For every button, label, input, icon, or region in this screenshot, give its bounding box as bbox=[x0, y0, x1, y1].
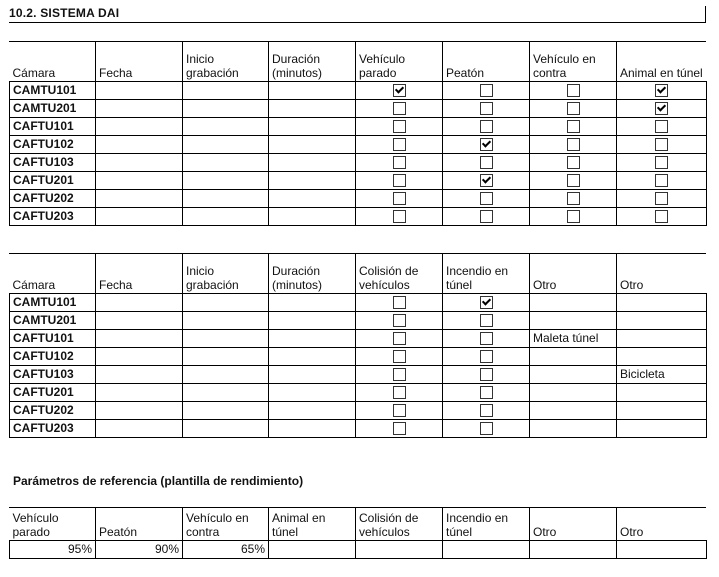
table-row bbox=[10, 99, 707, 117]
peaton-cell bbox=[443, 99, 530, 117]
inicio-grabacion-cell[interactable] bbox=[183, 347, 269, 365]
unchecked-checkbox[interactable] bbox=[480, 368, 493, 381]
vehiculo-parado-cell bbox=[356, 153, 443, 171]
colision-vehiculos-cell bbox=[356, 329, 443, 347]
camera-id: CAFTU101 bbox=[10, 329, 96, 347]
params-title: Parámetros de referencia (plantilla de rendimiento) bbox=[13, 474, 304, 488]
animal-en-tunel-cell bbox=[617, 117, 707, 135]
unchecked-checkbox[interactable] bbox=[655, 156, 668, 169]
camera-id: CAMTU201 bbox=[10, 311, 96, 329]
peaton-cell bbox=[443, 207, 530, 225]
fecha-cell[interactable] bbox=[96, 117, 183, 135]
table-row bbox=[10, 207, 707, 225]
fecha-cell[interactable] bbox=[96, 293, 183, 311]
unchecked-checkbox[interactable] bbox=[567, 174, 580, 187]
unchecked-checkbox[interactable] bbox=[480, 386, 493, 399]
camera-id: CAFTU103 bbox=[10, 153, 96, 171]
camera-id: CAFTU203 bbox=[10, 419, 96, 437]
param-header: Vehículo parado bbox=[10, 508, 96, 540]
table-row bbox=[10, 365, 707, 383]
params-table bbox=[9, 508, 707, 559]
inicio-grabacion-cell[interactable] bbox=[183, 207, 269, 225]
camera-id: CAMTU201 bbox=[10, 99, 96, 117]
duracion-cell[interactable] bbox=[269, 81, 356, 99]
header-inicio-grabacion: Inicio grabación bbox=[183, 254, 269, 293]
unchecked-checkbox[interactable] bbox=[480, 120, 493, 133]
colision-vehiculos-cell bbox=[356, 293, 443, 311]
checked-checkbox[interactable] bbox=[480, 174, 493, 187]
camera-id: CAFTU102 bbox=[10, 135, 96, 153]
unchecked-checkbox[interactable] bbox=[393, 332, 406, 345]
animal-en-tunel-cell bbox=[617, 99, 707, 117]
otro-1-cell[interactable]: Maleta túnel bbox=[530, 329, 617, 347]
unchecked-checkbox[interactable] bbox=[480, 404, 493, 417]
unchecked-checkbox[interactable] bbox=[480, 422, 493, 435]
fecha-cell[interactable] bbox=[96, 401, 183, 419]
title-underline bbox=[9, 22, 706, 23]
table-row bbox=[10, 347, 707, 365]
header-camara: Cámara bbox=[10, 254, 96, 293]
unchecked-checkbox[interactable] bbox=[567, 156, 580, 169]
table-row bbox=[10, 401, 707, 419]
param-value-cell[interactable]: 90% bbox=[96, 540, 183, 558]
inicio-grabacion-cell[interactable] bbox=[183, 293, 269, 311]
otro-1-cell[interactable] bbox=[530, 419, 617, 437]
camera-id: CAFTU101 bbox=[10, 117, 96, 135]
duracion-cell[interactable] bbox=[269, 329, 356, 347]
duracion-cell[interactable] bbox=[269, 293, 356, 311]
vehiculo-en-contra-cell bbox=[530, 135, 617, 153]
animal-en-tunel-cell bbox=[617, 207, 707, 225]
unchecked-checkbox[interactable] bbox=[480, 102, 493, 115]
inicio-grabacion-cell[interactable] bbox=[183, 153, 269, 171]
peaton-cell bbox=[443, 171, 530, 189]
otro-2-cell[interactable] bbox=[617, 347, 707, 365]
otro-2-cell[interactable] bbox=[617, 329, 707, 347]
unchecked-checkbox[interactable] bbox=[393, 314, 406, 327]
fecha-cell[interactable] bbox=[96, 135, 183, 153]
unchecked-checkbox[interactable] bbox=[655, 120, 668, 133]
fecha-cell[interactable] bbox=[96, 419, 183, 437]
inicio-grabacion-cell[interactable] bbox=[183, 365, 269, 383]
table-row bbox=[10, 171, 707, 189]
otro-1-cell[interactable] bbox=[530, 401, 617, 419]
header-fecha: Fecha bbox=[96, 254, 183, 293]
camera-id: CAFTU201 bbox=[10, 383, 96, 401]
animal-en-tunel-cell bbox=[617, 171, 707, 189]
unchecked-checkbox[interactable] bbox=[393, 192, 406, 205]
colision-vehiculos-cell bbox=[356, 365, 443, 383]
unchecked-checkbox[interactable] bbox=[480, 332, 493, 345]
inicio-grabacion-cell[interactable] bbox=[183, 171, 269, 189]
otro-2-cell[interactable] bbox=[617, 401, 707, 419]
unchecked-checkbox[interactable] bbox=[567, 120, 580, 133]
header-incendio-en-tunel: Incendio en túnel bbox=[443, 254, 530, 293]
duracion-cell[interactable] bbox=[269, 383, 356, 401]
camera-id: CAFTU202 bbox=[10, 189, 96, 207]
table-row bbox=[10, 81, 707, 99]
param-header: Otro bbox=[620, 524, 644, 539]
duracion-cell[interactable] bbox=[269, 171, 356, 189]
otro-2-cell[interactable] bbox=[617, 311, 707, 329]
header-fecha: Fecha bbox=[96, 42, 183, 81]
otro-2-cell[interactable] bbox=[617, 293, 707, 311]
unchecked-checkbox[interactable] bbox=[480, 210, 493, 223]
vehiculo-en-contra-cell bbox=[530, 189, 617, 207]
incendio-en-tunel-cell bbox=[443, 293, 530, 311]
header-peaton: Peatón bbox=[443, 42, 530, 81]
unchecked-checkbox[interactable] bbox=[567, 84, 580, 97]
fecha-cell[interactable] bbox=[96, 81, 183, 99]
inicio-grabacion-cell[interactable] bbox=[183, 99, 269, 117]
camera-id: CAFTU201 bbox=[10, 171, 96, 189]
fecha-cell[interactable] bbox=[96, 383, 183, 401]
duracion-cell[interactable] bbox=[269, 419, 356, 437]
param-value-cell[interactable] bbox=[443, 540, 530, 558]
fecha-cell[interactable] bbox=[96, 365, 183, 383]
duracion-cell[interactable] bbox=[269, 311, 356, 329]
otro-2-cell[interactable]: Bicicleta bbox=[617, 365, 707, 383]
fecha-cell[interactable] bbox=[96, 99, 183, 117]
unchecked-checkbox[interactable] bbox=[393, 120, 406, 133]
table-row bbox=[10, 383, 707, 401]
unchecked-checkbox[interactable] bbox=[480, 350, 493, 363]
duracion-cell[interactable] bbox=[269, 117, 356, 135]
table1-header-row bbox=[10, 42, 707, 81]
fecha-cell[interactable] bbox=[96, 207, 183, 225]
section-title: 10.2. SISTEMA DAI bbox=[9, 6, 120, 20]
incendio-en-tunel-cell bbox=[443, 329, 530, 347]
peaton-cell bbox=[443, 135, 530, 153]
param-header: Incendio en túnel bbox=[443, 508, 530, 540]
vehiculo-parado-cell bbox=[356, 135, 443, 153]
otro-1-cell[interactable] bbox=[530, 293, 617, 311]
checked-checkbox[interactable] bbox=[655, 102, 668, 115]
peaton-cell bbox=[443, 117, 530, 135]
header-inicio-grabacion: Inicio grabación bbox=[183, 42, 269, 81]
header-animal-en-tunel: Animal en túnel bbox=[620, 65, 703, 80]
peaton-cell bbox=[443, 153, 530, 171]
table2-header-row bbox=[10, 254, 707, 293]
inicio-grabacion-cell[interactable] bbox=[183, 401, 269, 419]
animal-en-tunel-cell bbox=[617, 153, 707, 171]
unchecked-checkbox[interactable] bbox=[393, 296, 406, 309]
vehiculo-en-contra-cell bbox=[530, 81, 617, 99]
otro-1-cell[interactable] bbox=[530, 311, 617, 329]
unchecked-checkbox[interactable] bbox=[393, 138, 406, 151]
fecha-cell[interactable] bbox=[96, 311, 183, 329]
animal-en-tunel-cell bbox=[617, 81, 707, 99]
animal-en-tunel-cell bbox=[617, 135, 707, 153]
param-header: Vehículo en contra bbox=[183, 508, 269, 540]
table2-camera-detections bbox=[9, 254, 707, 438]
unchecked-checkbox[interactable] bbox=[393, 404, 406, 417]
unchecked-checkbox[interactable] bbox=[567, 210, 580, 223]
duracion-cell[interactable] bbox=[269, 99, 356, 117]
unchecked-checkbox[interactable] bbox=[393, 210, 406, 223]
incendio-en-tunel-cell bbox=[443, 365, 530, 383]
fecha-cell[interactable] bbox=[96, 189, 183, 207]
checked-checkbox[interactable] bbox=[480, 138, 493, 151]
table-row bbox=[10, 311, 707, 329]
colision-vehiculos-cell bbox=[356, 311, 443, 329]
header-otro-2: Otro bbox=[620, 277, 644, 292]
header-duracion: Duración (minutos) bbox=[269, 254, 356, 293]
duracion-cell[interactable] bbox=[269, 347, 356, 365]
param-header: Animal en túnel bbox=[269, 508, 356, 540]
otro-1-cell[interactable] bbox=[530, 383, 617, 401]
inicio-grabacion-cell[interactable] bbox=[183, 135, 269, 153]
unchecked-checkbox[interactable] bbox=[567, 192, 580, 205]
unchecked-checkbox[interactable] bbox=[567, 138, 580, 151]
title-right-edge bbox=[705, 6, 706, 23]
colision-vehiculos-cell bbox=[356, 401, 443, 419]
camera-id: CAFTU103 bbox=[10, 365, 96, 383]
param-header: Otro bbox=[530, 508, 617, 540]
unchecked-checkbox[interactable] bbox=[655, 192, 668, 205]
inicio-grabacion-cell[interactable] bbox=[183, 329, 269, 347]
vehiculo-parado-cell bbox=[356, 207, 443, 225]
table-row bbox=[10, 419, 707, 437]
vehiculo-en-contra-cell bbox=[530, 153, 617, 171]
param-value-cell[interactable] bbox=[269, 540, 356, 558]
unchecked-checkbox[interactable] bbox=[393, 350, 406, 363]
vehiculo-parado-cell bbox=[356, 171, 443, 189]
incendio-en-tunel-cell bbox=[443, 383, 530, 401]
header-duracion: Duración (minutos) bbox=[269, 42, 356, 81]
unchecked-checkbox[interactable] bbox=[393, 368, 406, 381]
duracion-cell[interactable] bbox=[269, 153, 356, 171]
inicio-grabacion-cell[interactable] bbox=[183, 419, 269, 437]
unchecked-checkbox[interactable] bbox=[393, 386, 406, 399]
unchecked-checkbox[interactable] bbox=[655, 174, 668, 187]
unchecked-checkbox[interactable] bbox=[480, 314, 493, 327]
otro-2-cell[interactable] bbox=[617, 419, 707, 437]
vehiculo-en-contra-cell bbox=[530, 171, 617, 189]
peaton-cell bbox=[443, 189, 530, 207]
vehiculo-en-contra-cell bbox=[530, 99, 617, 117]
inicio-grabacion-cell[interactable] bbox=[183, 311, 269, 329]
inicio-grabacion-cell[interactable] bbox=[183, 117, 269, 135]
unchecked-checkbox[interactable] bbox=[393, 102, 406, 115]
unchecked-checkbox[interactable] bbox=[480, 192, 493, 205]
peaton-cell bbox=[443, 81, 530, 99]
header-otro-1: Otro bbox=[530, 254, 617, 293]
header-vehiculo-en-contra: Vehículo en contra bbox=[530, 42, 617, 81]
camera-id: CAMTU101 bbox=[10, 81, 96, 99]
incendio-en-tunel-cell bbox=[443, 311, 530, 329]
params-header-row bbox=[10, 508, 707, 540]
colision-vehiculos-cell bbox=[356, 383, 443, 401]
vehiculo-parado-cell bbox=[356, 99, 443, 117]
table-row bbox=[10, 189, 707, 207]
colision-vehiculos-cell bbox=[356, 347, 443, 365]
otro-1-cell[interactable] bbox=[530, 365, 617, 383]
vehiculo-parado-cell bbox=[356, 117, 443, 135]
camera-id: CAFTU202 bbox=[10, 401, 96, 419]
param-value-cell[interactable] bbox=[617, 540, 707, 558]
duracion-cell[interactable] bbox=[269, 189, 356, 207]
unchecked-checkbox[interactable] bbox=[393, 174, 406, 187]
vehiculo-parado-cell bbox=[356, 189, 443, 207]
colision-vehiculos-cell bbox=[356, 419, 443, 437]
table-row bbox=[10, 153, 707, 171]
param-header: Peatón bbox=[96, 508, 183, 540]
table1-camera-detections bbox=[9, 42, 707, 226]
vehiculo-en-contra-cell bbox=[530, 117, 617, 135]
table-row bbox=[10, 329, 707, 347]
fecha-cell[interactable] bbox=[96, 347, 183, 365]
checked-checkbox[interactable] bbox=[393, 84, 406, 97]
incendio-en-tunel-cell bbox=[443, 419, 530, 437]
unchecked-checkbox[interactable] bbox=[655, 210, 668, 223]
inicio-grabacion-cell[interactable] bbox=[183, 81, 269, 99]
checked-checkbox[interactable] bbox=[480, 296, 493, 309]
unchecked-checkbox[interactable] bbox=[655, 138, 668, 151]
param-header: Colisión de vehículos bbox=[356, 508, 443, 540]
inicio-grabacion-cell[interactable] bbox=[183, 189, 269, 207]
camera-id: CAFTU203 bbox=[10, 207, 96, 225]
duracion-cell[interactable] bbox=[269, 401, 356, 419]
otro-1-cell[interactable] bbox=[530, 347, 617, 365]
unchecked-checkbox[interactable] bbox=[480, 156, 493, 169]
duracion-cell[interactable] bbox=[269, 135, 356, 153]
param-value-cell[interactable]: 95% bbox=[10, 540, 96, 558]
table-row bbox=[10, 135, 707, 153]
duracion-cell[interactable] bbox=[269, 365, 356, 383]
param-value-cell[interactable]: 65% bbox=[183, 540, 269, 558]
table-row bbox=[10, 293, 707, 311]
header-camara: Cámara bbox=[10, 42, 96, 81]
table-row bbox=[10, 117, 707, 135]
incendio-en-tunel-cell bbox=[443, 347, 530, 365]
unchecked-checkbox[interactable] bbox=[480, 84, 493, 97]
header-vehiculo-parado: Vehículo parado bbox=[356, 42, 443, 81]
param-value-cell[interactable] bbox=[356, 540, 443, 558]
unchecked-checkbox[interactable] bbox=[393, 156, 406, 169]
params-value-row bbox=[10, 540, 707, 558]
unchecked-checkbox[interactable] bbox=[567, 102, 580, 115]
incendio-en-tunel-cell bbox=[443, 401, 530, 419]
duracion-cell[interactable] bbox=[269, 207, 356, 225]
otro-2-cell[interactable] bbox=[617, 383, 707, 401]
fecha-cell[interactable] bbox=[96, 329, 183, 347]
camera-id: CAMTU101 bbox=[10, 293, 96, 311]
fecha-cell[interactable] bbox=[96, 171, 183, 189]
header-colision-vehiculos: Colisión de vehículos bbox=[356, 254, 443, 293]
animal-en-tunel-cell bbox=[617, 189, 707, 207]
fecha-cell[interactable] bbox=[96, 153, 183, 171]
unchecked-checkbox[interactable] bbox=[393, 422, 406, 435]
vehiculo-en-contra-cell bbox=[530, 207, 617, 225]
vehiculo-parado-cell bbox=[356, 81, 443, 99]
camera-id: CAFTU102 bbox=[10, 347, 96, 365]
param-value-cell[interactable] bbox=[530, 540, 617, 558]
checked-checkbox[interactable] bbox=[655, 84, 668, 97]
inicio-grabacion-cell[interactable] bbox=[183, 383, 269, 401]
